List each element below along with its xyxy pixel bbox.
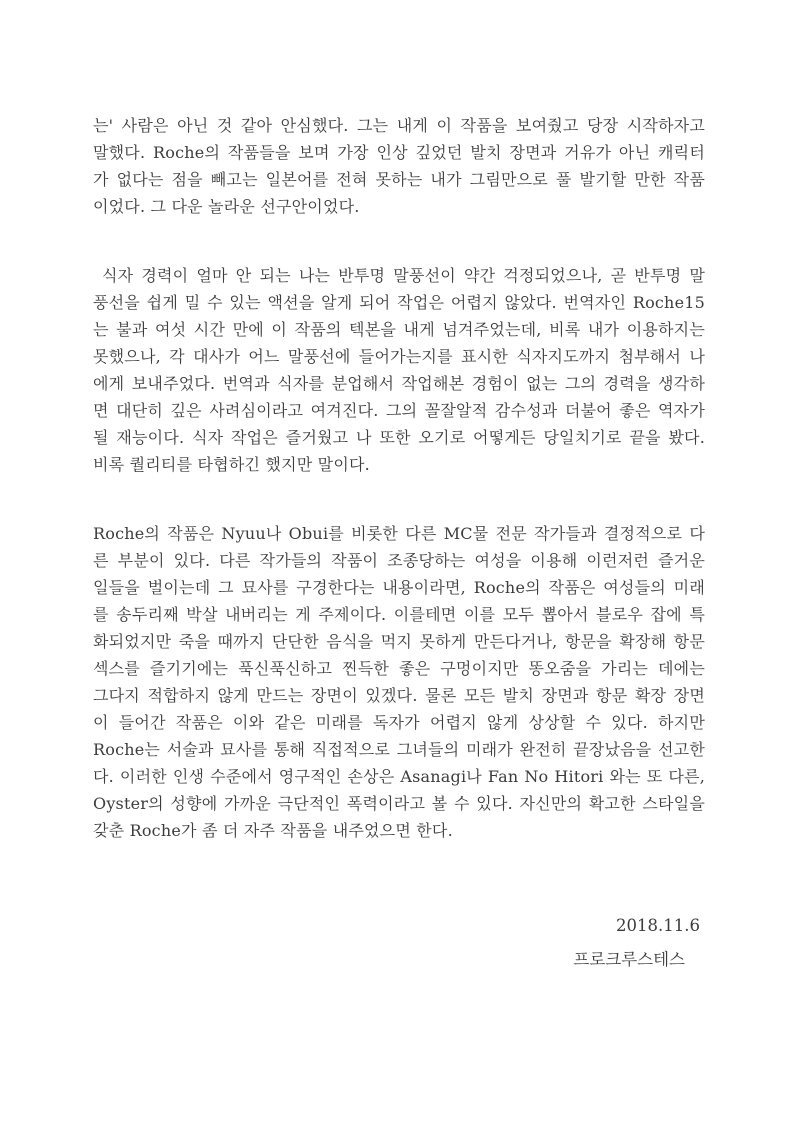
text-line: 화되었지만 죽을 때까지 단단한 음식을 먹지 못하게 만든다거나, 항문을 확장해 항문 [93, 632, 705, 651]
text-line: 식자 경력이 얼마 안 되는 나는 반투명 말풍선이 약간 걱정되었으나, 곧 반투명 말 [102, 266, 705, 285]
text-line: Roche는 서술과 묘사를 통해 직접적으로 그녀들의 미래가 완전히 끝장났음을 선고한 [93, 740, 705, 759]
text-line: 는' 사람은 아닌 것 같아 안심했다. 그는 내게 이 작품을 보여줬고 당장 시작하자고 [93, 116, 705, 135]
text-line: 말했다. Roche의 작품들을 보며 가장 인상 깊었던 발치 장면과 거유가 아닌 캐릭터 [93, 143, 705, 162]
document-content [93, 112, 705, 973]
text-line: 될 재능이다. 식자 작업은 즐거웠고 나 또한 오기로 어떻게든 당일치기로 끝을 봤다. [93, 428, 705, 447]
text-line: 이었다. 그 다운 놀라운 선구안이었다. [93, 197, 360, 216]
text-line: 는 불과 여섯 시간 만에 이 작품의 텍본을 내게 넘겨주었는데, 비록 내가 이용하지는 [93, 320, 705, 339]
text-line: 일들을 벌이는데 그 묘사를 구경한다는 내용이라면, Roche의 작품은 여성들의 미래 [93, 578, 705, 597]
text-line: 그다지 적합하지 않게 만드는 장면이 있겠다. 물론 모든 발치 장면과 항문 확장 장면 [93, 686, 705, 705]
text-line: 섹스를 즐기기에는 푹신푹신하고 찐득한 좋은 구멍이지만 똥오줌을 가리는 데에는 [93, 659, 705, 678]
closing-block [93, 912, 705, 973]
paragraph-typesetting [93, 262, 705, 478]
text-line: 면 대단히 깊은 사려심이라고 여겨진다. 그의 꼴잘알적 감수성과 더불어 좋은 역자가 [93, 401, 705, 420]
text-line: 비록 퀄리티를 타협하긴 했지만 말이다. [93, 455, 370, 474]
text-line: 이 들어간 작품은 이와 같은 미래를 독자가 어렵지 않게 상상할 수 있다. 하지만 [93, 713, 705, 732]
text-line: 가 없다는 점을 빼고는 일본어를 전혀 못하는 내가 그림만으로 풀 발기할 만한 작품 [93, 170, 705, 189]
text-line: 에게 보내주었다. 번역과 식자를 분업해서 작업해본 경험이 없는 그의 경력을 생각하 [93, 374, 705, 393]
text-line: 다. 이러한 인생 수준에서 영구적인 손상은 Asanagi나 Fan No Hitori 와는 또 다른, [93, 767, 705, 786]
text-line: 갖춘 Roche가 좀 더 자주 작품을 내주었으면 한다. [93, 821, 453, 840]
text-line: 른 부분이 있다. 다른 작가들의 작품이 조종당하는 여성을 이용해 이런저런 즐거운 [93, 551, 705, 570]
text-line: 를 송두리째 박살 내버리는 게 주제이다. 이를테면 이를 모두 뽑아서 블로우 잡에 특 [93, 605, 705, 624]
text-line: Oyster의 성향에 가까운 극단적인 폭력이라고 볼 수 있다. 자신만의 확고한 스타일을 [93, 794, 705, 813]
signature: 프로크루스테스 [573, 950, 685, 969]
paragraph-review [93, 520, 705, 844]
date: 2018.11.6 [616, 916, 700, 935]
text-line: Roche의 작품은 Nyuu나 Obui를 비롯한 다른 MC물 전문 작가들과 결정적으로 다 [93, 524, 705, 543]
text-line: 못했으나, 각 대사가 어느 말풍선에 들어가는지를 표시한 식자지도까지 첨부해서 나 [93, 347, 705, 366]
text-line: 풍선을 쉽게 밀 수 있는 액션을 알게 되어 작업은 어렵지 않았다. 번역자인 Roche15 [93, 293, 705, 312]
paragraph-intro [93, 112, 705, 220]
